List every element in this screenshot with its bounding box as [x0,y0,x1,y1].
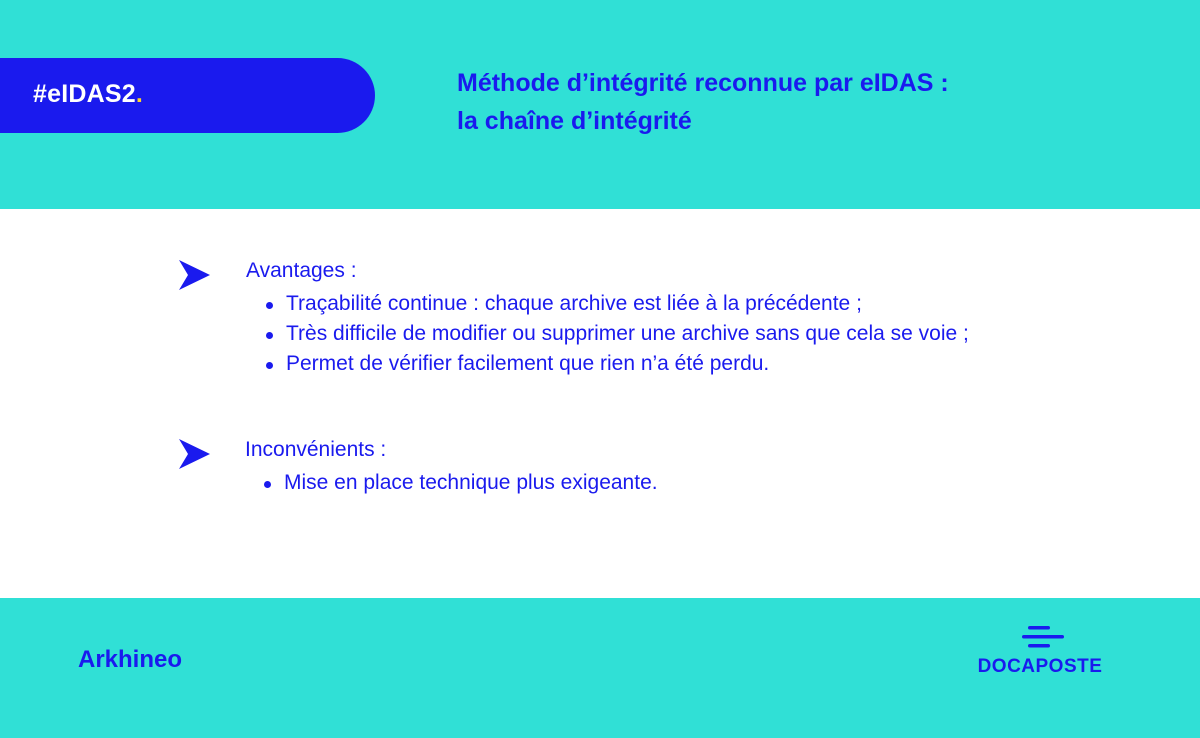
hashtag-label: #eIDAS2. [33,80,143,108]
hashtag-dot: . [135,80,143,108]
section-heading: Avantages : [246,259,357,282]
header-band [0,0,1200,209]
page-title [457,64,1157,140]
title-line-1: Méthode d’intégrité reconnue par eIDAS : [457,69,949,97]
list-item: Traçabilité continue : chaque archive est liée à la précédente ; [264,289,969,319]
list-item: Permet de vérifier facilement que rien n’a été perdu. [264,349,969,379]
title-line-2: la chaîne d’intégrité [457,107,692,135]
chevron-right-icon [176,257,212,293]
docaposte-wordmark: DOCAPOSTE [977,656,1103,677]
bullet-list [264,289,969,379]
bullet-list [262,468,658,498]
chevron-right-icon [176,436,212,472]
list-item: Mise en place technique plus exigeante. [262,468,658,498]
section-heading: Inconvénients : [245,438,387,461]
footer-band [0,598,1200,738]
docaposte-logo [966,624,1116,684]
arkhineo-logo: Arkhineo [78,646,183,673]
hashtag-pill [0,58,375,133]
list-item: Très difficile de modifier ou supprimer une archive sans que cela se voie ; [264,319,969,349]
docaposte-lines-icon [1022,626,1064,650]
